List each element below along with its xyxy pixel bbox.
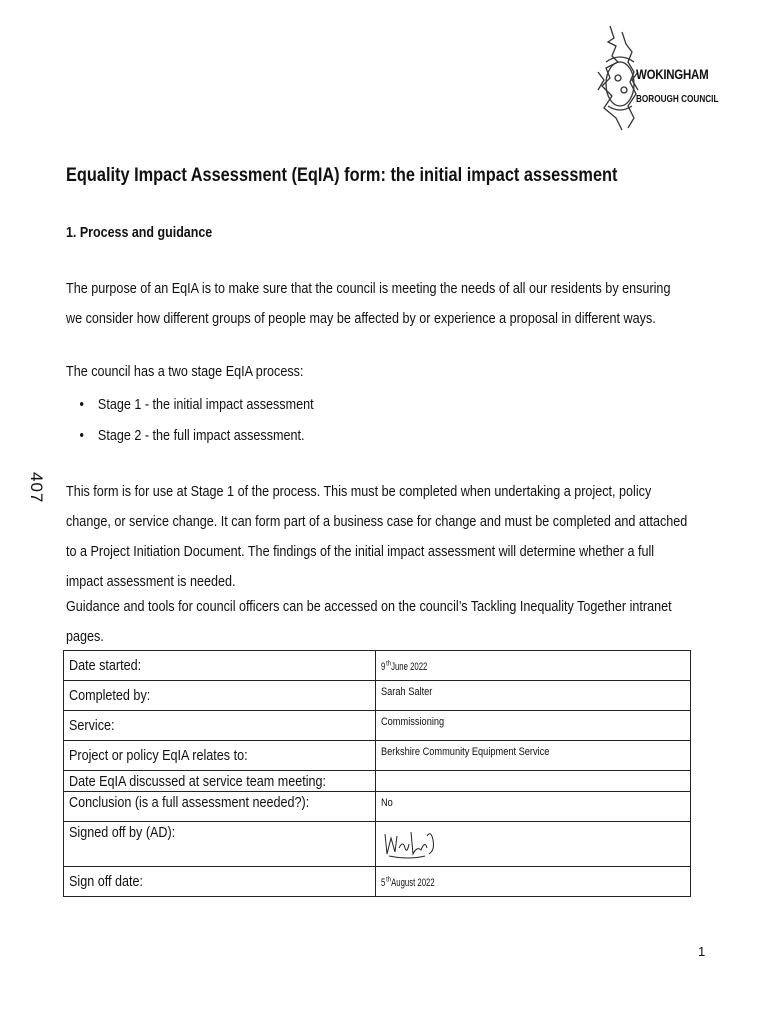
row-label: Service: <box>64 711 376 741</box>
stage-item: • Stage 1 - the initial impact assessment <box>66 389 314 420</box>
guidance-paragraph: Guidance and tools for council officers can be accessed on the council’s Tackling Inequality Together intranet pages. <box>66 598 672 645</box>
signature-image <box>381 826 441 862</box>
two-stage-paragraph: The council has a two stage EqIA process: <box>66 363 304 380</box>
row-label: Conclusion (is a full assessment needed?): <box>64 792 376 822</box>
row-label: Signed off by (AD): <box>64 822 376 867</box>
table-row <box>64 711 691 741</box>
table-row <box>64 741 691 771</box>
stage-item: • Stage 2 - the full impact assessment. <box>66 420 314 451</box>
table-row <box>64 822 691 867</box>
side-page-number: 407 <box>27 472 46 504</box>
table-row <box>64 681 691 711</box>
row-label: Project or policy EqIA relates to: <box>64 741 376 771</box>
stage-list <box>66 389 314 451</box>
purpose-paragraph: The purpose of an EqIA is to make sure that the council is meeting the needs of all our residents by ensuring we consider how different groups of people may be affected by or experience a proposal in different ways. <box>66 280 671 327</box>
service-value: Commissioning <box>375 711 690 741</box>
conclusion-value: No <box>375 792 690 822</box>
table-row <box>64 792 691 822</box>
completed-by-value: Sarah Salter <box>375 681 690 711</box>
row-label: Date EqIA discussed at service team meeting: <box>64 771 376 792</box>
page-title: Equality Impact Assessment (EqIA) form: the initial impact assessment <box>66 165 618 186</box>
section-heading: 1. Process and guidance <box>66 225 213 241</box>
table-row <box>64 771 691 792</box>
assessment-details-table <box>63 650 691 897</box>
project-value: Berkshire Community Equipment Service <box>375 741 690 771</box>
sign-off-date-value: 5thAugust 2022 <box>375 867 690 897</box>
logo-name: WOKINGHAM <box>636 66 709 82</box>
row-label: Sign off date: <box>64 867 376 897</box>
date-started-value: 9thJune 2022 <box>375 651 690 681</box>
form-use-paragraph: This form is for use at Stage 1 of the process. This must be completed when undertaking a project, policy change, or service change. It can form part of a business case for change and must be completed and attached to a Project Initiation Document. The findings of the initial impact assessment will determine whether a full impact assessment is needed. <box>66 483 688 590</box>
row-label: Date started: <box>64 651 376 681</box>
logo-subtitle: BOROUGH COUNCIL <box>636 94 719 105</box>
team-meeting-value <box>375 771 690 792</box>
signature-cell <box>375 822 690 867</box>
table-row <box>64 867 691 897</box>
table-row <box>64 651 691 681</box>
page-number: 1 <box>698 944 706 959</box>
row-label: Completed by: <box>64 681 376 711</box>
